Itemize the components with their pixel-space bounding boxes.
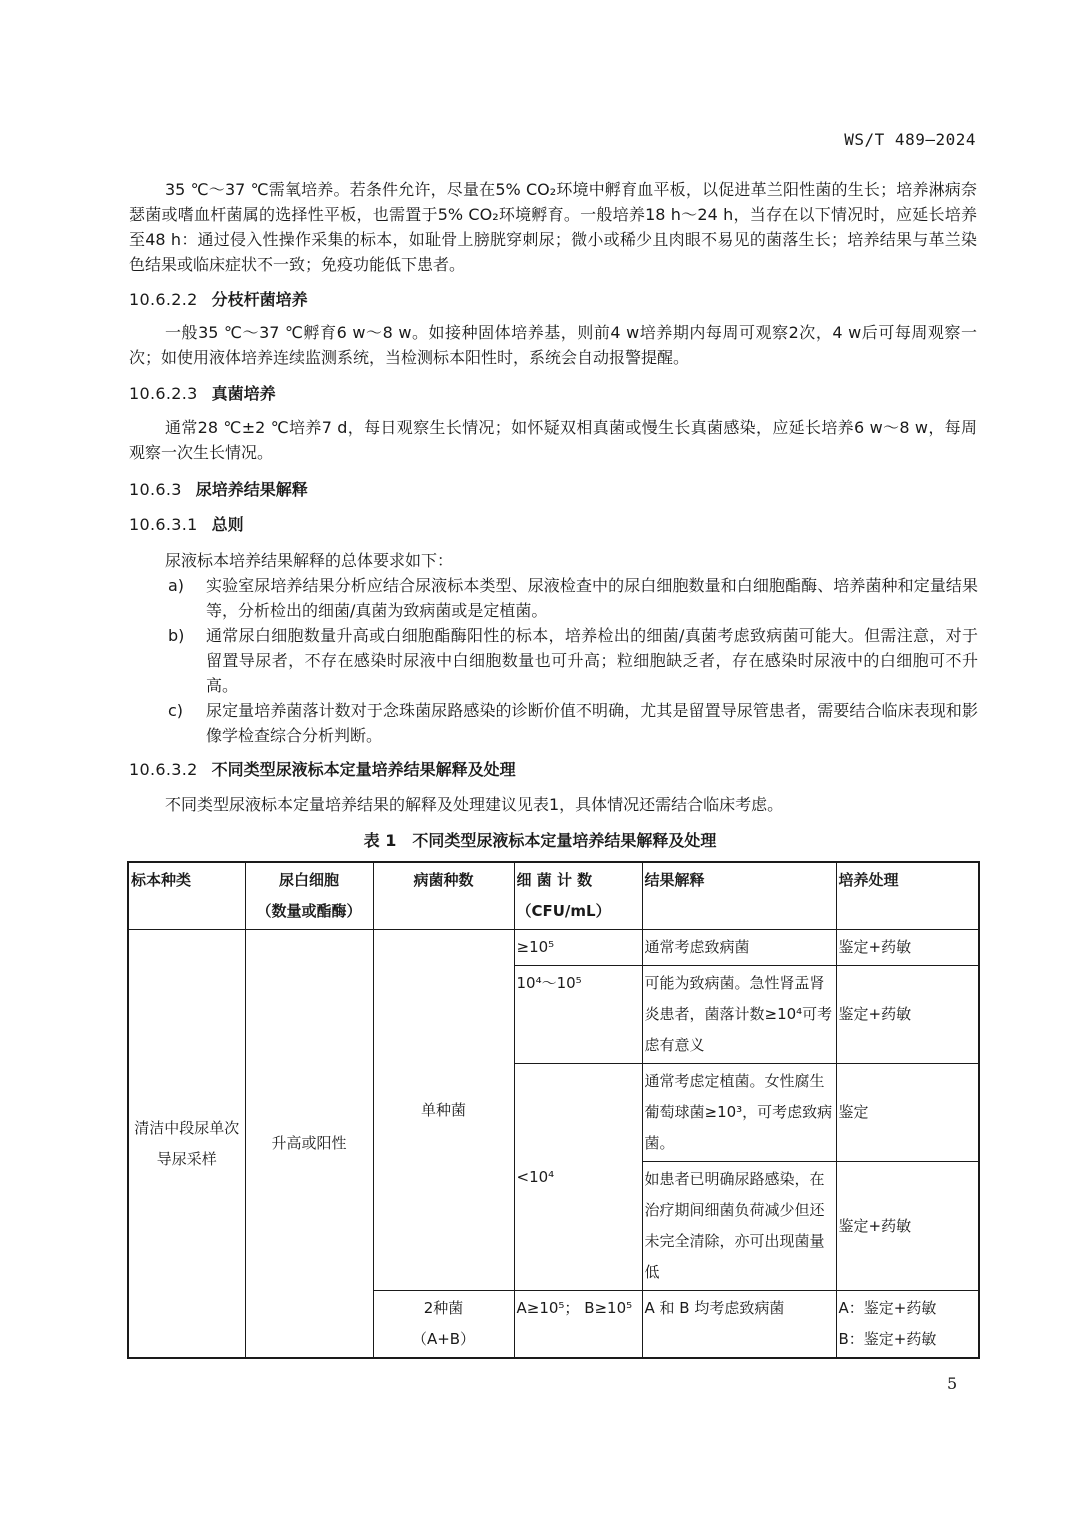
header-wbc-line2: （数量或酯酶） — [256, 902, 362, 920]
section-body-10-6-3-2: 不同类型尿液标本定量培养结果的解释及处理建议见表1，具体情况还需结合临床考虑。 — [165, 795, 784, 814]
cell-interpretation: 通常考虑定植菌。女性腐生葡萄球菌≥10³，可考虑致病菌。 — [642, 1064, 836, 1162]
handling-a: A：鉴定+药敏 — [838, 1299, 937, 1317]
header-interpretation: 结果解释 — [642, 862, 836, 930]
two-species-line1: 2种菌 — [423, 1299, 464, 1317]
cell-handling: 鉴定+药敏 — [836, 930, 979, 966]
cell-cfu: 10⁴～10⁵ — [514, 966, 642, 1064]
cell-specimen: 清洁中段尿单次导尿采样 — [128, 930, 245, 1359]
intro-paragraph: 35 ℃～37 ℃需氧培养。若条件允许，尽量在5% CO₂环境中孵育血平板，以促进革兰阳性菌的生长；培养淋病奈瑟菌或嗜血杆菌属的选择性平板，也需置于5% CO₂环境孵育。一般培养18 h～24 h，当存在以下情况时，应延长培养至48 h：通过侵入性操作采集的标本，如耻骨上膀胱穿刺尿；微小或稀少且肉眼不易见的菌落生长；培养结果与革兰染色结果或临床症状不一致；免疫功能低下患者。 — [129, 180, 977, 274]
cell-cfu: ≥10⁵ — [514, 930, 642, 966]
page-number: 5 — [947, 1374, 958, 1393]
list-item — [168, 623, 978, 698]
cell-interpretation: 如患者已明确尿路感染，在治疗期间细菌负荷减少但还未完全清除，亦可出现菌量低 — [642, 1162, 836, 1291]
section-body-10-6-2-2: 一般35 ℃～37 ℃孵育6 w～8 w。如接种固体培养基，则前4 w培养期内每周可观察2次，4 w后可每周观察一次；如使用液体培养连续监测系统，当检测标本阳性时，系统会自动报警提醒。 — [129, 323, 977, 367]
header-handling: 培养处理 — [836, 862, 979, 930]
section-heading-10-6-3-2 — [129, 757, 516, 782]
table-row — [128, 930, 979, 966]
table-header-row — [128, 862, 979, 930]
section-number: 10.6.3.1 — [129, 515, 198, 534]
cell-interpretation: 可能为致病菌。急性肾盂肾炎患者，菌落计数≥10⁴可考虑有意义 — [642, 966, 836, 1064]
section-heading-10-6-3-1 — [129, 512, 244, 537]
section-number: 10.6.2.3 — [129, 384, 198, 403]
header-specimen: 标本种类 — [128, 862, 245, 930]
cell-handling: 鉴定+药敏 — [836, 966, 979, 1064]
header-wbc — [245, 862, 373, 930]
culture-interpretation-table — [127, 861, 980, 1359]
header-wbc-line1: 尿白细胞 — [278, 871, 339, 889]
table-caption-number: 表 1 — [363, 831, 397, 850]
list-text: 尿定量培养菌落计数对于念珠菌尿路感染的诊断价值不明确，尤其是留置导尿管患者，需要结合临床表现和影像学检查综合分析判断。 — [206, 701, 978, 745]
handling-b: B：鉴定+药敏 — [838, 1330, 937, 1348]
cell-handling — [836, 1291, 979, 1359]
cell-two-species — [373, 1291, 514, 1359]
list-marker: b) — [168, 626, 185, 645]
list-item — [168, 573, 978, 623]
requirements-list — [168, 573, 978, 748]
standard-code: WS/T 489—2024 — [844, 130, 976, 149]
cell-cfu: A≥10⁵； B≥10⁵ — [514, 1291, 642, 1359]
section-number: 10.6.3 — [129, 480, 182, 499]
cell-handling: 鉴定+药敏 — [836, 1162, 979, 1291]
section-heading-10-6-2-3 — [129, 381, 276, 406]
list-item — [168, 698, 978, 748]
cell-cfu: <10⁴ — [514, 1064, 642, 1291]
section-title: 不同类型尿液标本定量培养结果解释及处理 — [211, 760, 516, 779]
header-cfu-line2: （CFU/mL） — [516, 902, 611, 920]
list-text: 通常尿白细胞数量升高或白细胞酯酶阳性的标本，培养检出的细菌/真菌考虑致病菌可能大。但需注意，对于留置导尿者，不存在感染时尿液中白细胞数量也可升高；粒细胞缺乏者，存在感染时尿液中的白细胞可不升高。 — [206, 626, 978, 695]
section-number: 10.6.2.2 — [129, 290, 198, 309]
section-body-10-6-2-3: 通常28 ℃±2 ℃培养7 d，每日观察生长情况；如怀疑双相真菌或慢生长真菌感染，应延长培养6 w～8 w，每周观察一次生长情况。 — [129, 418, 977, 462]
cell-wbc: 升高或阳性 — [245, 930, 373, 1359]
section-title: 总则 — [211, 515, 244, 534]
header-pathogen-count: 病菌种数 — [373, 862, 514, 930]
cell-single-species: 单种菌 — [373, 930, 514, 1291]
cell-interpretation: A 和 B 均考虑致病菌 — [642, 1291, 836, 1359]
section-lead-10-6-3-1: 尿液标本培养结果解释的总体要求如下： — [165, 551, 454, 570]
section-number: 10.6.3.2 — [129, 760, 198, 779]
header-cfu-line1: 细 菌 计 数 — [516, 871, 593, 889]
list-marker: a) — [168, 576, 185, 595]
table-caption-title: 不同类型尿液标本定量培养结果解释及处理 — [412, 831, 717, 850]
section-heading-10-6-3 — [129, 477, 308, 502]
section-heading-10-6-2-2 — [129, 287, 308, 312]
two-species-line2: （A+B） — [411, 1330, 476, 1348]
cell-interpretation: 通常考虑致病菌 — [642, 930, 836, 966]
section-title: 真菌培养 — [211, 384, 276, 403]
header-cfu — [514, 862, 642, 930]
section-title: 尿培养结果解释 — [195, 480, 308, 499]
list-marker: c) — [168, 701, 184, 720]
section-title: 分枝杆菌培养 — [211, 290, 308, 309]
table-caption — [0, 828, 1080, 851]
cell-handling: 鉴定 — [836, 1064, 979, 1162]
list-text: 实验室尿培养结果分析应结合尿液标本类型、尿液检查中的尿白细胞数量和白细胞酯酶、培养菌种和定量结果等，分析检出的细菌/真菌为致病菌或是定植菌。 — [206, 576, 978, 620]
